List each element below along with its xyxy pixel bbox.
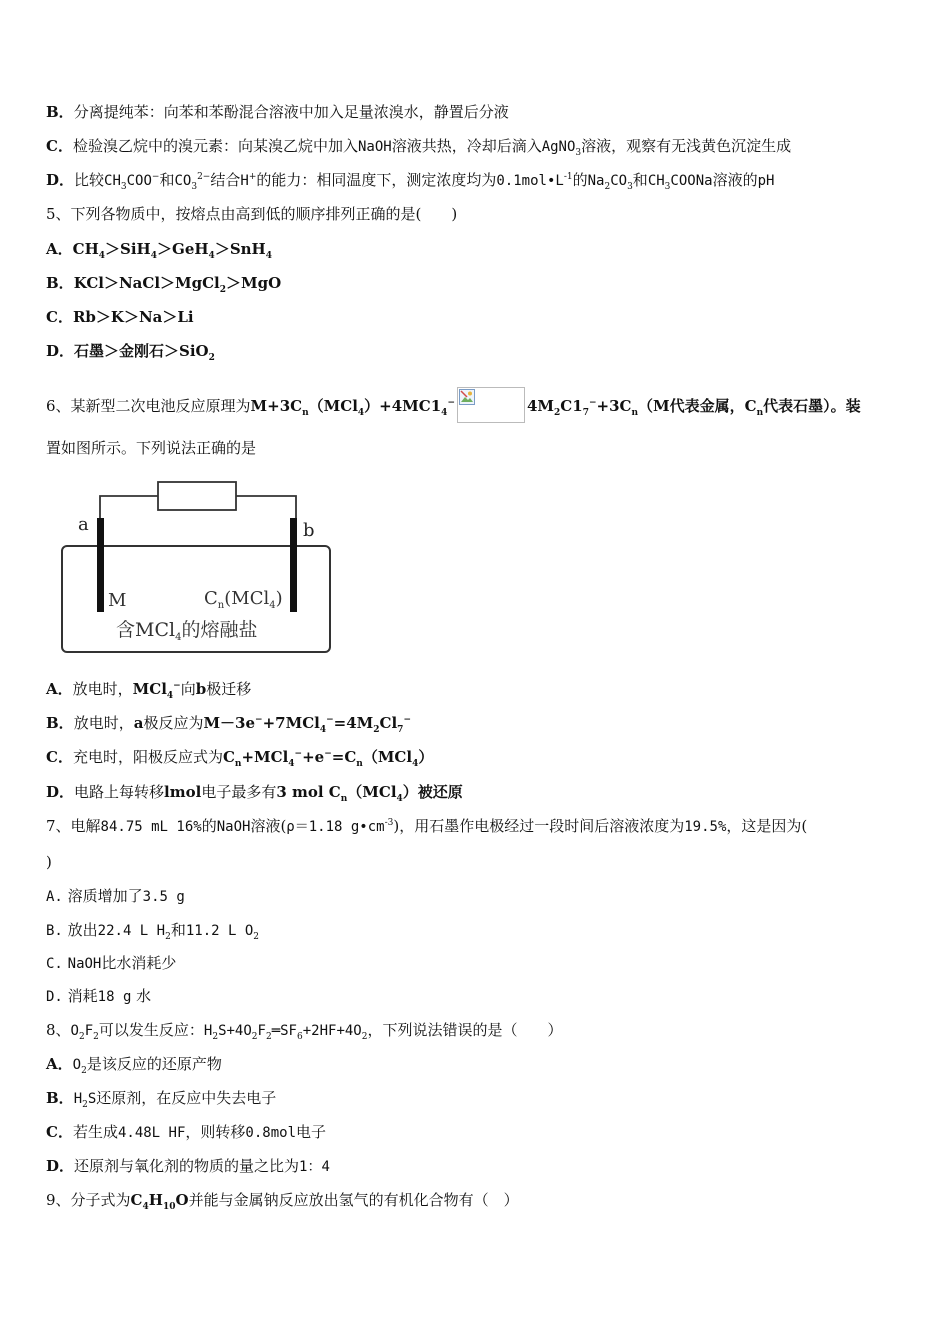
q9-stem: 9、分子式为$C_4H_{10}O$并能与金属钠反应放出氢气的有机化合物有（ ） xyxy=(46,1191,519,1212)
q4-option-c: C．检验溴乙烷中的溴元素：向某溴乙烷中加入NaOH溶液共热，冷却后滴入AgNO$_3$溶液，观察有无浅黄色沉淀生成 xyxy=(46,137,792,158)
q6-option-a: A．放电时，MCl$_4$−向b极迁移 xyxy=(46,680,252,701)
broken-image-icon xyxy=(457,387,525,423)
q7-option-b: B. 放出22.4 L $H_2$和11.2 L $O_2$ xyxy=(46,921,260,942)
q8-option-d: D．还原剂与氧化剂的物质的量之比为1：4 xyxy=(46,1157,330,1175)
q6-stem-line2: 置如图所示。下列说法正确的是 xyxy=(46,439,257,457)
q8-option-a: A．$O_2$是该反应的还原产物 xyxy=(46,1055,222,1076)
q5-option-a: A．$CH_4>SiH_4>GeH_4>SnH_4$ xyxy=(46,240,272,261)
q7-stem: 7、电解84.75 mL 16%的NaOH溶液(ρ＝1.18 $g•cm^{-3}$)，用石墨作电极经过一段时间后溶液浓度为19.5%，这是因为( xyxy=(46,817,808,835)
label-a: a xyxy=(78,514,89,535)
q8-option-c: C．若生成4.48L HF，则转移0.8mol电子 xyxy=(46,1123,327,1141)
q4-option-d: D．比较$CH_3COO^-$和$CO_3^{2-}$结合H+的能力：相同温度下，测定浓度均为$0.1mol•L^{-1}$的$Na_2CO_3$和$CH_3COONa$溶液的pH xyxy=(46,171,775,192)
load-resistor xyxy=(158,482,236,510)
q5-stem: 5、下列各物质中，按熔点由高到低的顺序排列正确的是( ) xyxy=(46,205,458,223)
electrode-b xyxy=(290,518,297,612)
q8-option-b: B．$H_2S$还原剂，在反应中失去电子 xyxy=(46,1089,277,1110)
q6-option-c: C．充电时，阳极反应式为$C_n+MCl_4^-+e^-=C_n(MCl_4)$ xyxy=(46,748,434,769)
q6-option-d: D．电路上每转移lmol电子最多有3 mol $C_n(MCl_4)$被还原 xyxy=(46,783,463,804)
q6-option-b: B．放电时，a极反应为$M-3e^-+7MCl_4^-=4M_2Cl_7^-$ xyxy=(46,714,411,735)
electrode-a xyxy=(97,518,104,612)
q7-option-c: C. NaOH比水消耗少 xyxy=(46,954,177,972)
q8-stem: 8、$O_2F_2$可以发生反应：$H_2S+4O_2F_2═SF_6+2HF+4O_2$，下列说法错误的是（ ） xyxy=(46,1021,563,1042)
battery-diagram xyxy=(58,478,338,658)
label-b: b xyxy=(303,520,315,541)
label-cn: $C_n(MCl_4)$ xyxy=(204,588,283,611)
label-melt: 含MCl$_4$的熔融盐 xyxy=(116,619,258,643)
q6-stem: 6、某新型二次电池反应原理为$M+3C_n(MCl_4)+4MC1_4^-$ $4M_2C1_7^-+3C_n(M$代表金属，$C_n$代表石墨）。装 xyxy=(46,387,861,423)
label-m: M xyxy=(108,590,127,611)
q5-option-c: C．Rb＞K＞Na＞Li xyxy=(46,308,194,326)
q4-option-b: B．分离提纯苯：向苯和苯酚混合溶液中加入足量浓溴水，静置后分液 xyxy=(46,103,509,121)
q7-stem-line2: ) xyxy=(46,853,52,871)
q7-option-a: A. 溶质增加了3.5 g xyxy=(46,887,185,905)
q5-option-b: B．KCl＞NaCl＞MgCl$_2$＞MgO xyxy=(46,274,282,295)
q5-option-d: D．石墨＞金刚石＞SiO$_2$ xyxy=(46,342,215,363)
q7-option-d: D. 消耗18 g 水 xyxy=(46,987,152,1005)
